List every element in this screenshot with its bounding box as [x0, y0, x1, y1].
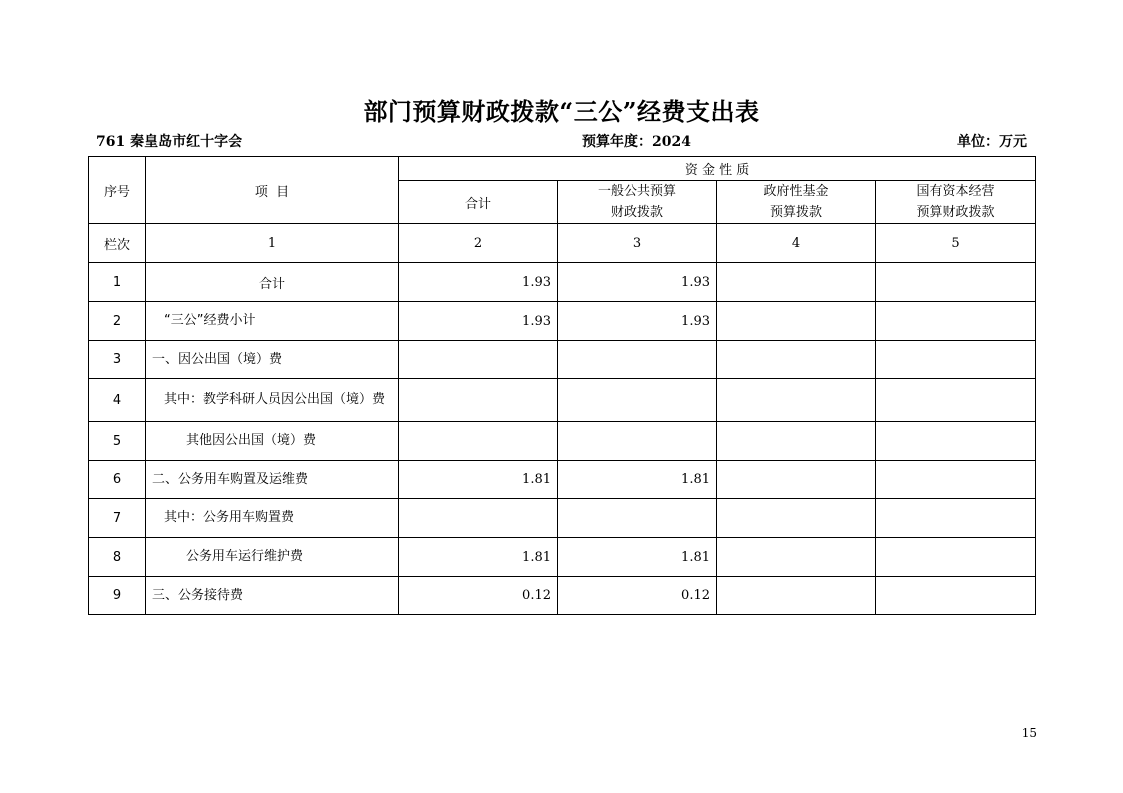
col-header-general-line1: 一般公共预算 — [597, 184, 676, 199]
row-gov — [717, 577, 876, 615]
col-header-gov-line1: 政府性基金 — [763, 184, 829, 199]
rank-cell: 5 — [876, 224, 1036, 263]
row-gov — [717, 379, 876, 422]
row-item — [146, 379, 399, 422]
row-item: 二、公务用车购置及运维费 — [146, 461, 399, 499]
col-header-total: 合计 — [399, 181, 558, 224]
row-general — [558, 499, 717, 538]
header-row-1 — [89, 157, 1036, 181]
row-total: 1.81 — [399, 538, 558, 577]
row-state — [876, 422, 1036, 461]
row-gov — [717, 341, 876, 379]
col-header-gov-line2: 预算拨款 — [769, 205, 822, 220]
row-general — [558, 379, 717, 422]
row-general: 1.81 — [558, 538, 717, 577]
page-title: 部门预算财政拨款“三公”经费支出表 — [363, 97, 760, 126]
rank-cell: 1 — [146, 224, 399, 263]
row-item: “三公”经费小计 — [146, 302, 399, 341]
row-general — [558, 341, 717, 379]
table-row — [89, 577, 1036, 615]
rank-cell: 2 — [399, 224, 558, 263]
table-row — [89, 499, 1036, 538]
col-header-general-budget — [558, 181, 717, 224]
rank-label: 栏次 — [89, 224, 146, 263]
budget-year-label: 预算年度：2024 — [582, 134, 691, 150]
row-gov — [717, 538, 876, 577]
col-header-seq: 序号 — [89, 157, 146, 224]
table-row — [89, 341, 1036, 379]
rank-cell: 4 — [717, 224, 876, 263]
row-seq: 7 — [89, 499, 146, 538]
col-header-fund-nature: 资 金 性 质 — [399, 157, 1036, 181]
row-total — [399, 341, 558, 379]
row-item: 合计 — [146, 263, 399, 302]
col-header-item: 项 目 — [146, 157, 399, 224]
table-row — [89, 263, 1036, 302]
row-item-text: 其中：教学科研人员因公出国（境）费 — [164, 392, 386, 407]
row-seq: 6 — [89, 461, 146, 499]
row-total: 1.93 — [399, 263, 558, 302]
table-row — [89, 461, 1036, 499]
rank-cell: 3 — [558, 224, 717, 263]
row-state — [876, 379, 1036, 422]
row-total: 1.93 — [399, 302, 558, 341]
row-state — [876, 538, 1036, 577]
row-item: 其中：公务用车购置费 — [146, 499, 399, 538]
table-row — [89, 302, 1036, 341]
row-gov — [717, 263, 876, 302]
row-seq: 3 — [89, 341, 146, 379]
row-seq: 9 — [89, 577, 146, 615]
row-general: 1.93 — [558, 302, 717, 341]
row-state — [876, 499, 1036, 538]
table-row — [89, 379, 1036, 422]
row-state — [876, 263, 1036, 302]
row-seq: 4 — [89, 379, 146, 422]
row-item: 公务用车运行维护费 — [146, 538, 399, 577]
table-row — [89, 538, 1036, 577]
row-state — [876, 341, 1036, 379]
col-header-state-capital — [876, 181, 1036, 224]
row-total — [399, 379, 558, 422]
row-total: 1.81 — [399, 461, 558, 499]
row-general: 0.12 — [558, 577, 717, 615]
row-gov — [717, 499, 876, 538]
row-state — [876, 577, 1036, 615]
three-public-expense-table — [88, 156, 1036, 615]
unit-label: 单位：万元 — [957, 134, 1027, 150]
row-state — [876, 461, 1036, 499]
row-seq: 2 — [89, 302, 146, 341]
organization-label: 761 秦皇岛市红十字会 — [96, 134, 243, 150]
row-general: 1.81 — [558, 461, 717, 499]
row-general: 1.93 — [558, 263, 717, 302]
row-general — [558, 422, 717, 461]
row-seq: 8 — [89, 538, 146, 577]
row-seq: 5 — [89, 422, 146, 461]
page-number: 15 — [1021, 726, 1037, 740]
row-item: 一、因公出国（境）费 — [146, 341, 399, 379]
row-gov — [717, 302, 876, 341]
col-header-gov-fund — [717, 181, 876, 224]
col-header-state-line2: 预算财政拨款 — [916, 205, 995, 220]
table-row — [89, 422, 1036, 461]
row-item: 其他因公出国（境）费 — [146, 422, 399, 461]
col-header-general-line2: 财政拨款 — [610, 205, 663, 220]
row-item: 三、公务接待费 — [146, 577, 399, 615]
row-total — [399, 499, 558, 538]
row-total: 0.12 — [399, 577, 558, 615]
row-total — [399, 422, 558, 461]
col-header-state-line1: 国有资本经营 — [916, 184, 995, 199]
row-seq: 1 — [89, 263, 146, 302]
row-gov — [717, 422, 876, 461]
row-gov — [717, 461, 876, 499]
rank-row — [89, 224, 1036, 263]
row-state — [876, 302, 1036, 341]
